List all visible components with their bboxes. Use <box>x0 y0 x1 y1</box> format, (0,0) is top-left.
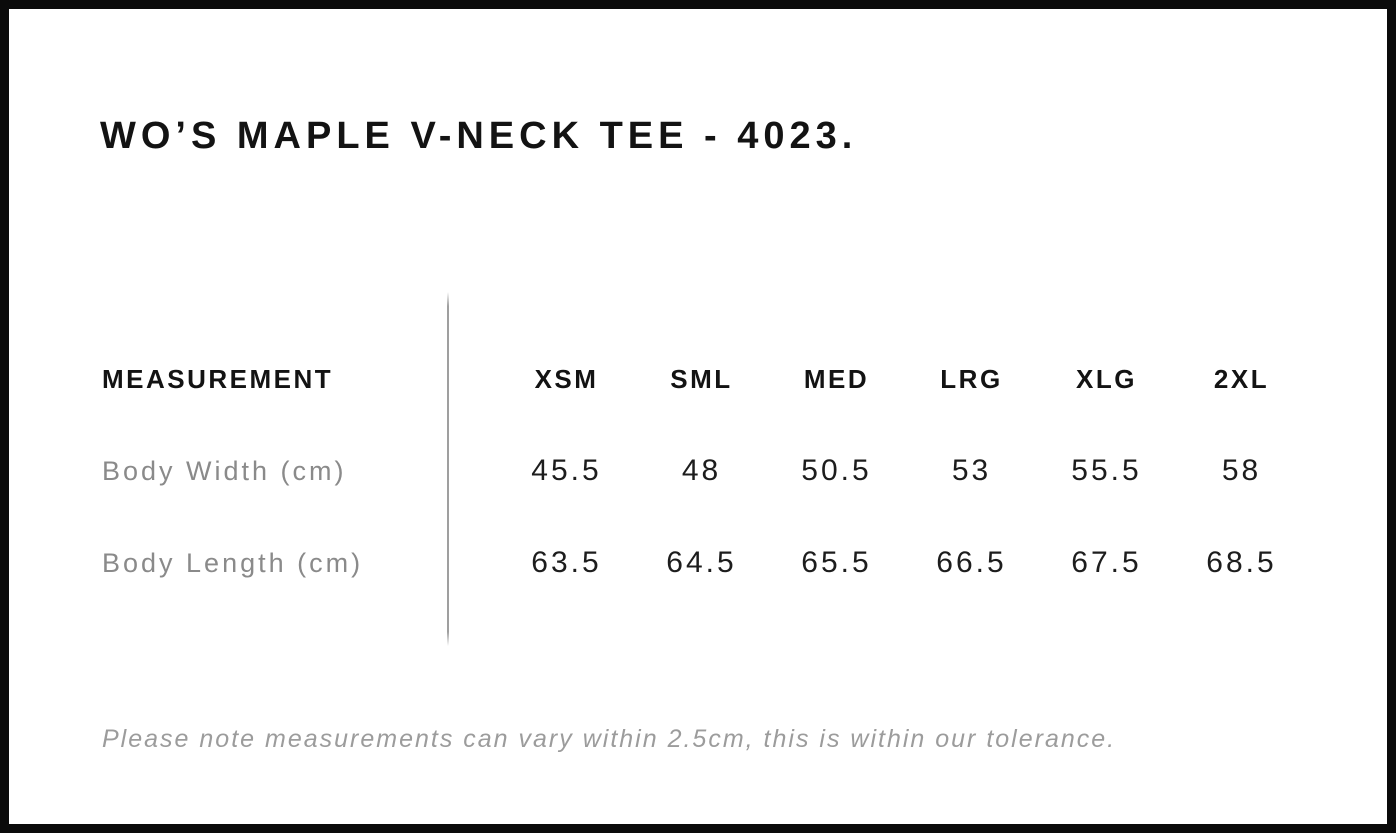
body-length-med-value: 65.5 <box>801 546 872 579</box>
body-length-lrg-value: 66.5 <box>936 546 1007 579</box>
column-header-lrg: LRG <box>940 363 1003 394</box>
column-header-measurement: MEASUREMENT <box>102 363 334 394</box>
body-length-2xl-value: 68.5 <box>1206 546 1277 579</box>
column-header-med: MED <box>803 363 870 394</box>
body-length-xsm-value: 63.5 <box>531 546 602 579</box>
body-length-xlg-value: 67.5 <box>1071 546 1142 579</box>
column-header-xsm: XSM <box>534 363 599 394</box>
column-header-xlg: XLG <box>1076 363 1137 394</box>
column-header-2xl: 2XL <box>1213 363 1270 394</box>
body-width-sml-value: 48 <box>681 454 722 487</box>
body-length-sml-value: 64.5 <box>666 546 737 579</box>
body-width-lrg-value: 53 <box>951 454 992 487</box>
body-width-xsm-value: 45.5 <box>531 454 602 487</box>
row-label-body-width: Body Width (cm) <box>102 455 347 486</box>
body-width-2xl-value: 58 <box>1221 454 1262 487</box>
page-title: WO’S MAPLE V-NECK TEE - 4023. <box>100 115 858 157</box>
vertical-divider <box>447 292 449 646</box>
body-width-xlg-value: 55.5 <box>1071 454 1142 487</box>
row-label-body-length: Body Length (cm) <box>102 547 364 578</box>
tolerance-note: Please note measurements can vary within 2.5cm, this is within our tolerance. <box>102 725 1117 753</box>
column-header-sml: SML <box>670 363 733 394</box>
size-table <box>102 333 1309 609</box>
body-width-med-value: 50.5 <box>801 454 872 487</box>
